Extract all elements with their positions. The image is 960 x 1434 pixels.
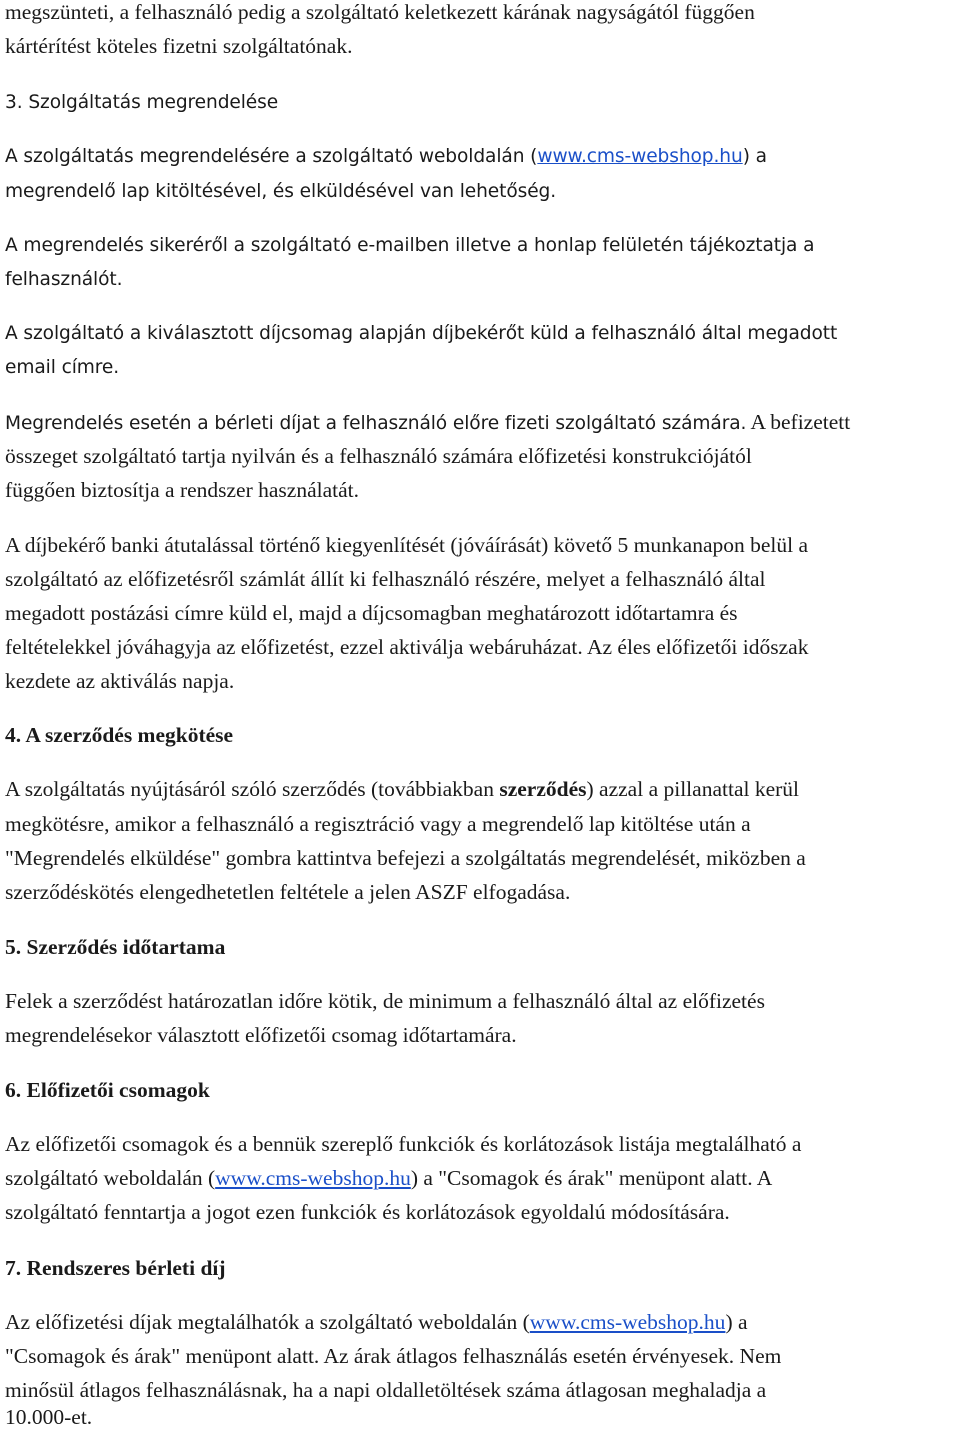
section-6-p1-line-1: Az előfizetői csomagok és a bennük szereplő funkciók és korlátozások listája megtalálható a: [5, 1132, 802, 1156]
section-4-p1-line-4: szerződéskötés elengedhetetlen feltétele a jelen ASZF elfogadása.: [5, 880, 571, 904]
section-7-heading: 7. Rendszeres bérleti díj: [5, 1256, 226, 1280]
text-span: Az előfizetési díjak megtalálhatók a szolgáltató weboldalán (: [5, 1310, 530, 1334]
section-3-p4-line-3: függően biztosítja a rendszer használatát.: [5, 478, 360, 502]
intro-line-2: kártérítést köteles fizetni szolgáltatónak.: [5, 34, 353, 58]
section-4-p1-line-3: "Megrendelés elküldése" gombra kattintva befejezi a szolgáltatás megrendelését, miközben a: [5, 846, 806, 870]
section-3-p5-line-3: megadott postázási címre küld el, majd a díjcsomagban meghatározott időtartamra és: [5, 601, 738, 625]
section-3-p5-line-1: A díjbekérő banki átutalással történő kiegyenlítését (jóváírását) követő 5 munkanapon belül a: [5, 533, 809, 557]
text-span: A szolgáltatás megrendelésére a szolgáltató weboldalán (: [5, 146, 538, 167]
section-7-p1-line-4: 10.000-et.: [5, 1405, 93, 1429]
section-6-heading: 6. Előfizetői csomagok: [5, 1078, 210, 1102]
webshop-link[interactable]: www.cms-webshop.hu: [529, 1310, 726, 1334]
webshop-link[interactable]: www.cms-webshop.hu: [537, 146, 743, 167]
text-span: ) a: [742, 146, 767, 167]
section-6-p1-line-3: szolgáltató fenntartja a jogot ezen funkciók és korlátozások egyoldalú módosítására.: [5, 1200, 730, 1224]
section-6-p1-line-2: [5, 1166, 772, 1190]
section-3-p5-line-5: kezdete az aktiválás napja.: [5, 669, 235, 693]
text-span: A befizetett: [746, 410, 851, 434]
section-3-p1-line-2: megrendelő lap kitöltésével, és elküldésével van lehetőség.: [5, 181, 557, 202]
section-4-p1-line-1: [5, 777, 799, 801]
section-5-heading: 5. Szerződés időtartama: [5, 935, 226, 959]
intro-line-1: megszünteti, a felhasználó pedig a szolgáltató keletkezett kárának nagyságától függően: [5, 0, 755, 24]
section-3-p5-line-4: feltételekkel jóváhagyja az előfizetést, ezzel aktiválja webáruházat. Az éles előfizetői időszak: [5, 635, 809, 659]
section-3-p2-line-1: A megrendelés sikeréről a szolgáltató e-mailben illetve a honlap felületén tájékoztatja a: [5, 235, 815, 256]
text-span: ) azzal a pillanattal kerül: [586, 777, 800, 801]
section-4-p1-line-2: megkötésre, amikor a felhasználó a regisztráció vagy a megrendelő lap kitöltése után a: [5, 812, 751, 836]
section-7-p1-line-3: minősül átlagos felhasználásnak, ha a napi oldalletöltések száma átlagosan meghaladja a: [5, 1378, 767, 1402]
text-span: ) a: [725, 1310, 748, 1334]
text-span: szolgáltató weboldalán (: [5, 1166, 216, 1190]
section-5-p1-line-1: Felek a szerződést határozatlan időre kötik, de minimum a felhasználó által az előfizetés: [5, 989, 765, 1013]
section-4-heading: 4. A szerződés megkötése: [5, 723, 234, 747]
section-3-p2-line-2: felhasználót.: [5, 269, 123, 290]
text-span: Megrendelés esetén a bérleti díjat a felhasználó előre fizeti szolgáltató számára.: [5, 413, 747, 434]
text-span: A szolgáltatás nyújtásáról szóló szerződés (továbbiakban: [5, 777, 500, 801]
bold-term: szerződés: [499, 777, 587, 801]
section-3-p5-line-2: szolgáltató az előfizetésről számlát állít ki felhasználó részére, melyet a felhasználó által: [5, 567, 766, 591]
section-7-p1-line-2: "Csomagok és árak" menüpont alatt. Az árak átlagos felhasználás esetén érvényesek. Nem: [5, 1344, 782, 1368]
section-3-p4-line-2: összeget szolgáltató tartja nyilván és a felhasználó számára előfizetési konstrukciójától: [5, 444, 752, 468]
webshop-link[interactable]: www.cms-webshop.hu: [215, 1166, 411, 1190]
section-5-p1-line-2: megrendelésekor választott előfizetői csomag időtartamára.: [5, 1023, 517, 1047]
section-3-heading: 3. Szolgáltatás megrendelése: [5, 92, 279, 113]
section-3-p4-line-1: [5, 410, 850, 436]
section-7-p1-line-1: [5, 1310, 748, 1334]
section-3-p3-line-1: A szolgáltató a kiválasztott díjcsomag alapján díjbekérőt küld a felhasználó által megadott: [5, 323, 838, 344]
text-span: ) a "Csomagok és árak" menüpont alatt. A: [410, 1166, 773, 1190]
section-3-p1-line-1: [5, 145, 767, 169]
section-3-p3-line-2: email címre.: [5, 357, 120, 378]
